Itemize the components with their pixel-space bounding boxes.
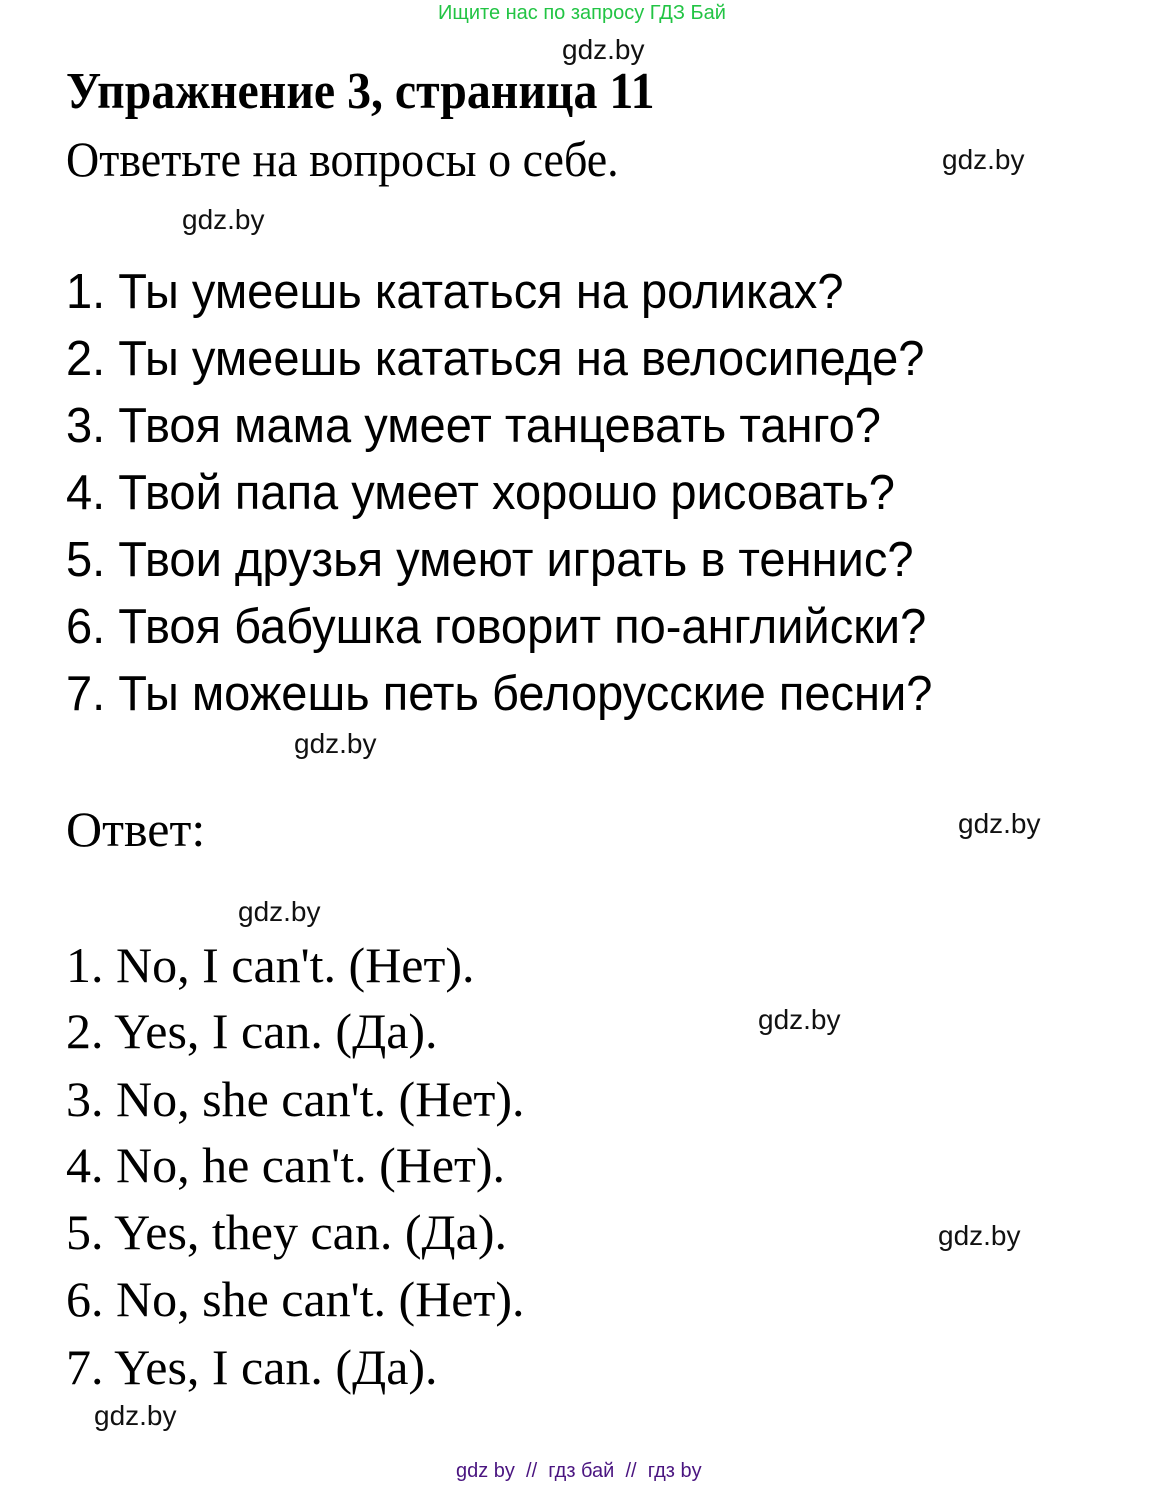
- answer-item: 2. Yes, I can. (Да).: [66, 1003, 438, 1059]
- instruction: Ответьте на вопросы о себе.: [66, 131, 619, 187]
- watermark: gdz.by: [758, 1004, 841, 1035]
- watermark: gdz.by: [238, 896, 321, 927]
- question-item: 6. Твоя бабушка говорит по-английски?: [66, 600, 927, 654]
- question-item: 5. Твои друзья умеют играть в теннис?: [66, 533, 914, 587]
- answer-item: 6. No, she can't. (Нет).: [66, 1271, 525, 1327]
- page-title: Упражнение 3, страница 11: [66, 63, 655, 120]
- watermark: gdz.by: [94, 1400, 177, 1431]
- question-item: 3. Твоя мама умеет танцевать танго?: [66, 399, 881, 453]
- answer-item: 3. No, she can't. (Нет).: [66, 1071, 525, 1127]
- footer-links[interactable]: gdz by // гдз бай // гдз by: [456, 1460, 702, 1482]
- question-item: 4. Твой папа умеет хорошо рисовать?: [66, 466, 895, 520]
- question-item: 1. Ты умеешь кататься на роликах?: [66, 265, 844, 319]
- answer-label: Ответ:: [66, 801, 206, 857]
- answer-item: 7. Yes, I can. (Да).: [66, 1339, 438, 1395]
- watermark: gdz.by: [938, 1220, 1021, 1251]
- watermark: gdz.by: [294, 728, 377, 759]
- question-item: 2. Ты умеешь кататься на велосипеде?: [66, 332, 925, 386]
- question-item: 7. Ты можешь петь белорусские песни?: [66, 667, 933, 721]
- watermark: gdz.by: [942, 144, 1025, 175]
- watermark: gdz.by: [562, 34, 645, 65]
- watermark: gdz.by: [182, 204, 265, 235]
- answer-item: 1. No, I can't. (Нет).: [66, 937, 475, 993]
- answer-item: 5. Yes, they can. (Да).: [66, 1204, 507, 1260]
- answer-item: 4. No, he can't. (Нет).: [66, 1137, 506, 1193]
- watermark: gdz.by: [958, 808, 1041, 839]
- search-banner[interactable]: Ищите нас по запросу ГДЗ Бай: [438, 2, 726, 24]
